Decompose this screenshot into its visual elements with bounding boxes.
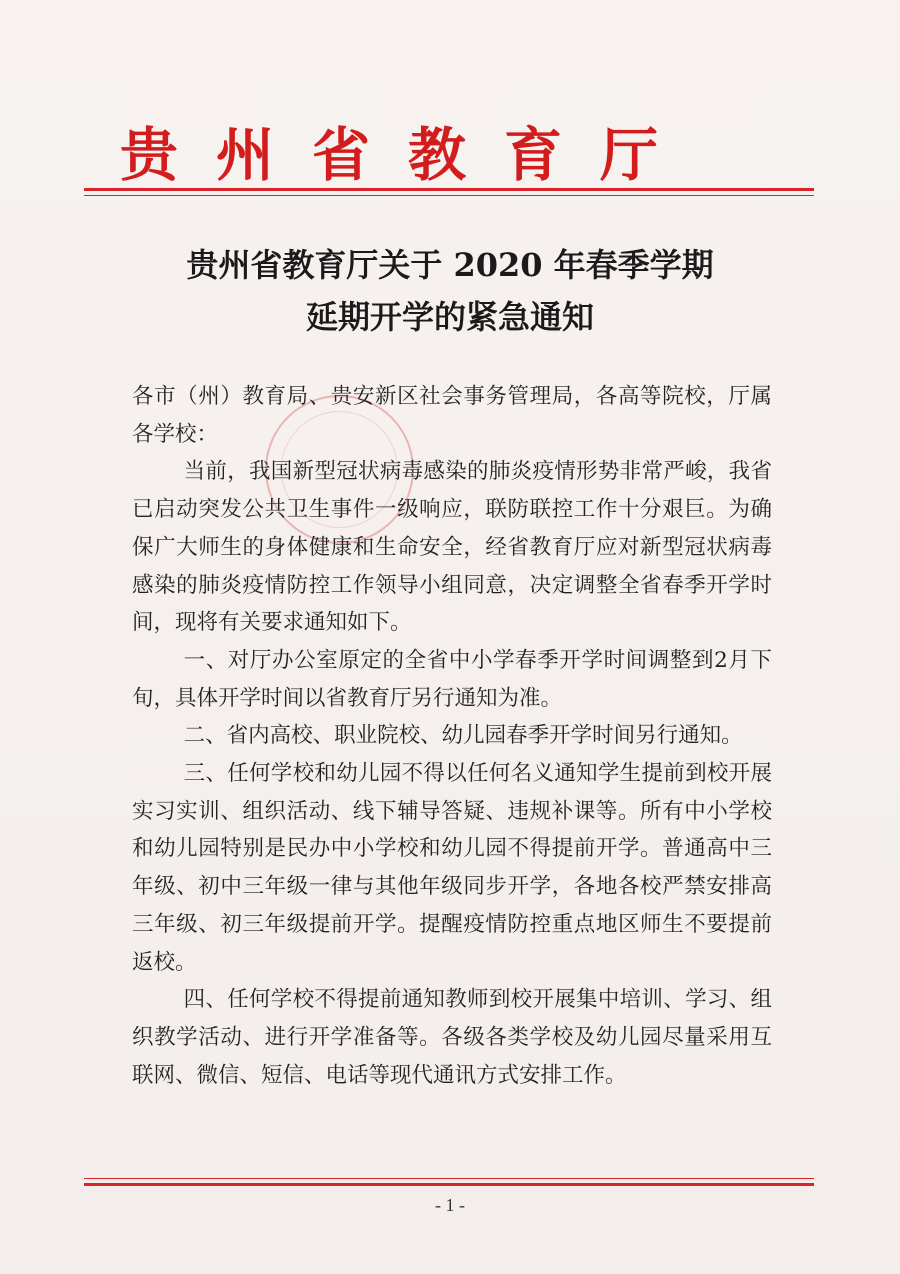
issuing-organization-header: 贵州省教育厅 (120, 121, 697, 189)
footer-red-rule-thin (84, 1178, 814, 1179)
document-title-line-1: 贵州省教育厅关于 2020 年春季学期 (186, 246, 714, 284)
document-title-line-2: 延期开学的紧急通知 (305, 298, 594, 336)
paragraph-item-3: 三、任何学校和幼儿园不得以任何名义通知学生提前到校开展实习实训、组织活动、线下辅导答疑、违规补课等。所有中小学校和幼儿园特别是民办中小学校和幼儿园不得提前开学。普通高中三年级、初中三年级一律与其他年级同步开学，各地各校严禁安排高三年级、初三年级提前开学。提醒疫情防控重点地区师生不要提前返校。 (132, 761, 772, 975)
document-body (132, 378, 772, 1094)
footer-red-rule-thick (84, 1183, 814, 1186)
paragraph-item-4: 四、任何学校不得提前通知教师到校开展集中培训、学习、组织教学活动、进行开学准备等。各级各类学校及幼儿园尽量采用互联网、微信、短信、电话等现代通讯方式安排工作。 (132, 987, 772, 1088)
salutation: 各市（州）教育局、贵安新区社会事务管理局，各高等院校，厅属各学校： (132, 384, 772, 447)
header-red-rule-thick (84, 188, 814, 191)
paragraph-item-2: 二、省内高校、职业院校、幼儿园春季开学时间另行通知。 (183, 723, 743, 749)
page-number: - 1 - (435, 1195, 465, 1215)
paragraph-item-1: 一、对厅办公室原定的全省中小学春季开学时间调整到2月下旬，具体开学时间以省教育厅另行通知为准。 (132, 647, 772, 711)
header-red-rule-thin (84, 195, 814, 196)
paragraph-intro: 当前，我国新型冠状病毒感染的肺炎疫情形势非常严峻，我省已启动突发公共卫生事件一级响应，联防联控工作十分艰巨。为确保广大师生的身体健康和生命安全，经省教育厅应对新型冠状病毒感染的肺炎疫情防控工作领导小组同意，决定调整全省春季开学时间，现将有关要求通知如下。 (132, 459, 772, 636)
